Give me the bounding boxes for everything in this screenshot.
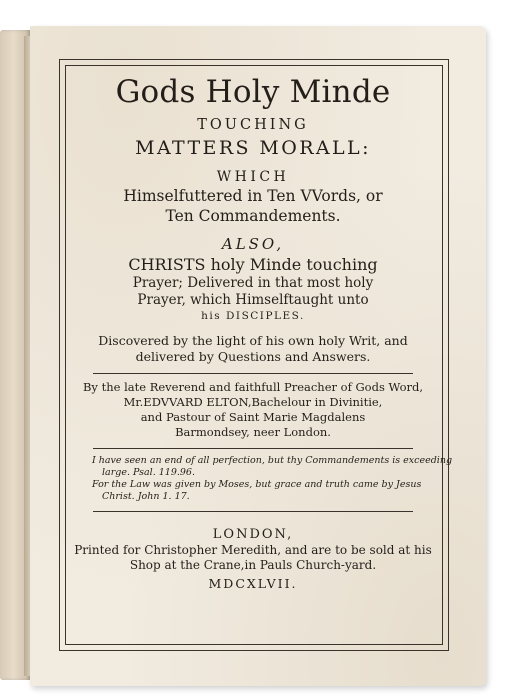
- divider-rule-3: [93, 511, 413, 512]
- subtitle-touching: TOUCHING: [197, 117, 309, 133]
- which-line-1: Himselfuttered in Ten VVords, or: [123, 187, 383, 205]
- which-heading: WHICH: [216, 169, 290, 185]
- discovered-line-1: Discovered by the light of his own holy Writ, and: [98, 333, 408, 348]
- quote-line-3: For the Law was given by Moses, but grace and truth came by Jesus: [92, 479, 422, 490]
- quote-line-2: large. Psal. 119.96.: [102, 467, 196, 478]
- imprint-line-1: Printed for Christopher Meredith, and are to be sold at his: [74, 543, 432, 557]
- which-line-2: Ten Commandements.: [165, 207, 341, 225]
- christ-line-1: CHRISTS holy Minde touching: [128, 255, 378, 274]
- author-line-1: By the late Reverend and faithfull Preacher of Gods Word,: [82, 380, 424, 394]
- title-page-content: [66, 70, 453, 592]
- divider-rule-1: [93, 373, 413, 374]
- title-page: [30, 26, 486, 686]
- christ-line-3: Prayer, which Himselftaught unto: [137, 292, 369, 308]
- discovered-line-2: delivered by Questions and Answers.: [135, 349, 371, 364]
- author-line-4: Barmondsey, neer London.: [175, 425, 331, 439]
- also-heading: ALSO,: [221, 235, 285, 253]
- imprint-city: LONDON,: [212, 527, 294, 542]
- christ-line-2: Prayer; Delivered in that most holy: [132, 275, 374, 291]
- author-line-3: and Pastour of Saint Marie Magdalens: [140, 410, 366, 424]
- author-line-2: Mr.EDVVARD ELTON,Bachelour in Divinitie,: [123, 395, 383, 409]
- quote-line-4: Christ. John 1. 17.: [102, 491, 190, 502]
- quote-line-1: I have seen an end of all perfection, but thy Commandements is exceeding: [92, 455, 453, 466]
- divider-rule-2: [93, 448, 413, 449]
- christ-line-4: his DISCIPLES.: [201, 310, 305, 322]
- book-title: Gods Holy Minde: [115, 74, 391, 110]
- scripture-quotes: [66, 455, 453, 503]
- subtitle-matters-morall: MATTERS MORALL:: [135, 137, 371, 159]
- imprint-date: MDCXLVII.: [208, 576, 298, 591]
- imprint-line-2: Shop at the Crane,in Pauls Church-yard.: [129, 558, 377, 572]
